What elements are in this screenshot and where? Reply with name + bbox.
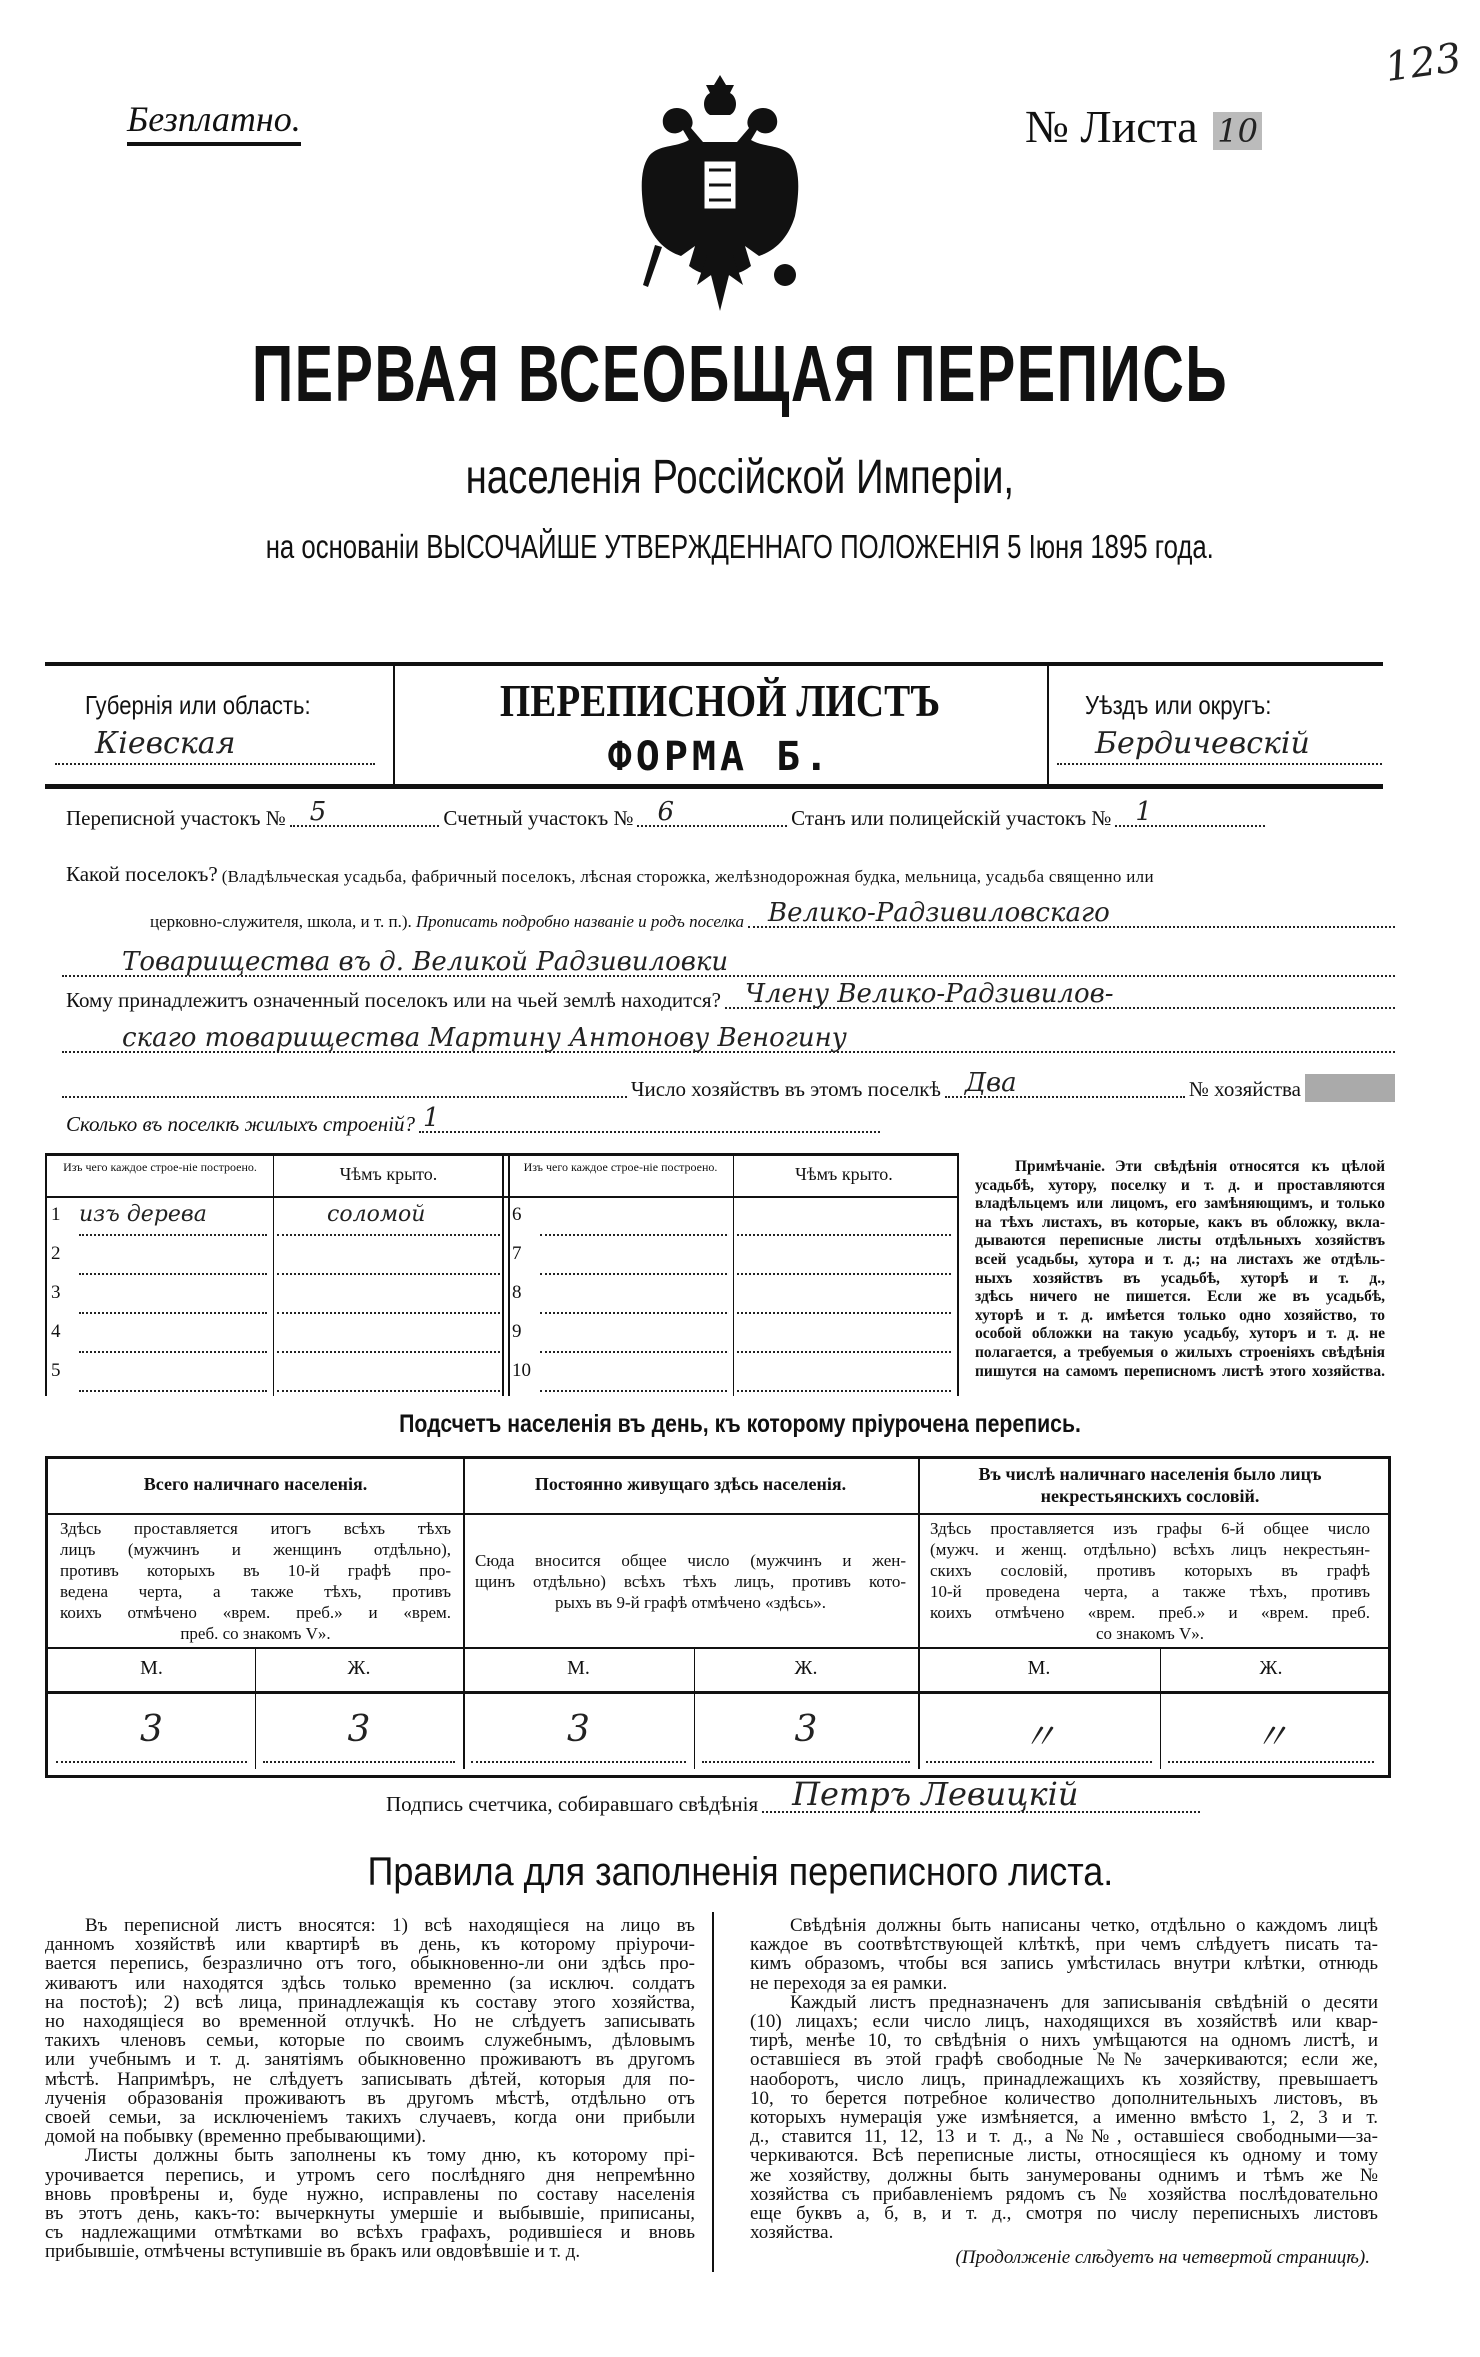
rules-line: но находящіеся во временной отлучкѣ. Но не слѣдуетъ записывать (45, 2012, 695, 2032)
population-table (45, 1456, 1391, 1778)
table-row (47, 1276, 504, 1315)
roof-cell[interactable] (277, 1241, 500, 1275)
male-count[interactable]: 3 (567, 1709, 590, 1750)
roof-cell[interactable] (737, 1202, 951, 1236)
rules-line: данномъ хозяйствѣ или квартирѣ въ день, къ которому пріурочи- (45, 1935, 695, 1955)
signature-label: Подпись счетчика, собиравшаго свѣдѣнія (386, 1792, 759, 1816)
rules-line: 10, то берется потребное количество дополнительныхъ листовъ, въ (750, 2088, 1378, 2109)
rules-line: вается перепись, безразлично отъ того, обыкновенно-ли они здѣсь про- (45, 1954, 695, 1974)
police-section-label: Станъ или полицейскій участокъ № (791, 806, 1112, 830)
material-cell[interactable] (79, 1319, 267, 1353)
row-number: 9 (512, 1321, 522, 1342)
material-cell[interactable] (540, 1202, 727, 1236)
row-number: 5 (51, 1360, 61, 1381)
owner-field-2[interactable]: скаго товарищества Мартину Антонову Веногину (62, 1050, 1395, 1053)
table-row (47, 1315, 504, 1354)
row-number: 7 (512, 1243, 522, 1264)
settlement-field-1[interactable]: Велико-Радзивиловскаго (748, 925, 1395, 928)
owner-label: Кому принадлежитъ означенный поселокъ или на чьей землѣ находится? (66, 988, 721, 1012)
rules-line: Листы должны быть заполнены къ тому дню, къ которому прі- (85, 2146, 695, 2166)
population-col-desc: Сюда вносится общее число (мужчинъ и жен- щинъ отдѣльно) всѣхъ тѣхъ лицъ, противъ кото- рыхъ въ 9-й графѣ отмѣчено «здѣсь». (475, 1550, 906, 1612)
form-box (45, 662, 1383, 789)
row-number: 3 (51, 1282, 61, 1303)
male-label: М. (140, 1657, 163, 1679)
roof-cell[interactable] (277, 1319, 500, 1353)
double-headed-eagle-icon (615, 75, 825, 315)
free-label: Безплатно. (127, 98, 301, 146)
rules-line: лученія образованія проживаютъ въ другомъ мѣстѣ, отдѣльно отъ (45, 2088, 695, 2109)
note-line: дываются переписные листы отдѣльныхъ хозяйствъ (975, 1232, 1385, 1250)
roof-cell[interactable] (737, 1319, 951, 1353)
rules-line: оставшіеся въ этой графѣ свободные №№ зачеркиваются; если же, (750, 2050, 1378, 2070)
rules-line: (10) лицахъ; если число лицъ, находящихся въ хозяйствѣ или квар- (750, 2012, 1378, 2032)
rules-right-column (750, 1916, 1378, 2268)
female-label: Ж. (347, 1657, 371, 1679)
table-row (47, 1354, 504, 1393)
rules-left-column (45, 1916, 695, 2262)
rules-line: черкиваются. Всѣ переписные листы, относящіеся къ одному и тому (750, 2146, 1378, 2166)
table-row (508, 1237, 955, 1276)
settlement-hint: (Владѣльческая усадьба, фабричный поселокъ, лѣсная сторожка, желѣзнодорожная будка, мельница, усадьба священно или (221, 867, 1154, 886)
province-label: Губернія или область: (85, 690, 311, 720)
note-line: хуторѣ и т. д. имѣется только одно хозяйство, то (975, 1306, 1385, 1324)
rules-line: же хозяйству, должны быть занумерованы однимъ и тѣмъ же № (750, 2165, 1378, 2185)
police-section-field[interactable]: 1 (1115, 824, 1265, 827)
col-header-roof: Чѣмъ крыто. (339, 1164, 438, 1184)
census-section-label: Переписной участокъ № (66, 806, 286, 830)
table-row (508, 1315, 955, 1354)
note-line: всей усадьбы, хутора и т. д.; на листахъ же отдѣль- (975, 1250, 1385, 1268)
rules-line: своей семьи, за исключеніемъ такихъ случаевъ, когда они прибыли (45, 2108, 695, 2128)
roof-cell[interactable] (737, 1358, 951, 1392)
rules-line: или учебнымъ и т. д. занятіямъ обыкновенно проживаютъ въ другомъ (45, 2050, 695, 2070)
form-name: ФОРМА Б. (607, 734, 833, 780)
note (975, 1158, 1385, 1381)
male-label: М. (567, 1657, 590, 1679)
material-cell[interactable] (79, 1358, 267, 1392)
female-label: Ж. (794, 1657, 818, 1679)
rules-line: хозяйства съ прибавленіемъ рядомъ съ № хозяйства послѣдовательно (750, 2184, 1378, 2205)
rules-line: такихъ членовъ семьи, которые по своимъ служебнымъ, дѣловымъ (45, 2031, 695, 2051)
col-header-material: Изъ чего каждое строе-ніе построено. (523, 1160, 718, 1174)
material-cell[interactable] (540, 1241, 727, 1275)
households-label: Число хозяйствъ въ этомъ поселкѣ (630, 1077, 941, 1101)
settlement-label: Какой поселокъ? (66, 862, 218, 886)
archive-number: 123 (1382, 34, 1465, 92)
table-row (508, 1198, 955, 1237)
rules-line: Свѣдѣнія должны быть написаны четко, отдѣльно о каждомъ лицѣ (790, 1916, 1378, 1936)
note-line: особой обложки на такую усадьбу, хуторъ и т. д. не (975, 1325, 1385, 1343)
note-line: усадьбѣ, хутору, поселку и т. д. и проставляются (975, 1176, 1385, 1194)
population-heading: Подсчетъ населенія въ день, къ которому пріурочена перепись. (399, 1410, 1081, 1438)
rules-line: на постоѣ); 2) всѣ лица, принадлежащія къ составу этого хозяйства, (45, 1992, 695, 2013)
rules-line: съ надлежащими отмѣтками во всѣхъ графахъ, родившіеся и вновь (45, 2223, 695, 2243)
province-value[interactable]: Кіевская (95, 726, 236, 761)
roof-cell[interactable] (277, 1358, 500, 1392)
roof-cell[interactable] (737, 1241, 951, 1275)
column-divider (712, 1912, 714, 2272)
material-cell[interactable] (540, 1280, 727, 1314)
note-line: Примѣчаніе. Эти свѣдѣнія относятся къ цѣлой (1015, 1158, 1385, 1175)
material-cell[interactable] (540, 1358, 727, 1392)
roof-cell[interactable] (737, 1280, 951, 1314)
settlement-hint-italic: Прописать подробно названіе и родъ поселка (415, 912, 744, 931)
rules-line: мѣстѣ. Напримѣръ, не слѣдуетъ записывать дѣтей, которыя для по- (45, 2069, 695, 2089)
household-no-field[interactable] (1305, 1074, 1395, 1102)
note-lead: Примѣчаніе. (1015, 1158, 1105, 1175)
buildings-label: Сколько въ поселкѣ жилыхъ строеній? (66, 1112, 415, 1136)
material-cell[interactable]: изъ дерева (79, 1202, 267, 1236)
rules-line: домой на побывку (временно пребывающими). (45, 2127, 427, 2147)
rules-title: Правила для заполненія переписного листа. (367, 1850, 1113, 1894)
note-line: здѣсь ничего не пишется. Если же въ усадьбѣ, (975, 1288, 1385, 1306)
table-row (47, 1237, 504, 1276)
row-number: 4 (51, 1321, 61, 1342)
subtitle: населенія Россійской Имперіи, (465, 451, 1015, 504)
district-value[interactable]: Бердичевскій (1095, 726, 1310, 761)
rules-line: вновь провѣрены и, буде нужно, исправлены по составу населенія (45, 2184, 695, 2205)
population-col-desc: Здѣсь проставляется изъ графы 6-й общее число (мужч. и женщ. отдѣльно) всѣхъ лицъ некрестьян- скихъ сословій, противъ которыхъ въ графѣ 10-й проведена черта, а также тѣхъ, противъ коихъ отмѣчено «врем. преб.» и «врем. преб. со знакомъ V». (930, 1519, 1370, 1643)
table-row (47, 1198, 504, 1237)
rules-line: каждое въ соотвѣтствующей клѣткѣ, при чемъ слѣдуетъ писать та- (750, 1935, 1378, 1955)
buildings-table (45, 1153, 959, 1396)
row-number: 6 (512, 1204, 522, 1225)
row-number: 10 (512, 1360, 531, 1381)
female-label: Ж. (1259, 1657, 1283, 1679)
continued-note: (Продолженіе слѣдуетъ на четвертой страницѣ). (955, 2248, 1370, 2268)
row-number: 8 (512, 1282, 522, 1303)
col-header-material: Изъ чего каждое строе-ніе построено. (63, 1160, 257, 1174)
note-line: ныхъ хозяйствъ въ усадьбѣ, хуторѣ и т. д., (975, 1269, 1385, 1287)
rules-line: Каждый листъ предназначенъ для записыванія свѣдѣній о десяти (790, 1992, 1378, 2013)
rules-line: прибывшіе, отмѣчены вступившіе въ бракъ или овдовѣвшіе и т. д. (45, 2242, 581, 2262)
material-cell[interactable] (540, 1319, 727, 1353)
population-col-desc: Здѣсь проставляется итогъ всѣхъ тѣхъ лицъ (мужчинъ и женщинъ отдѣльно), противъ которыхъ въ 10-й графѣ про- ведена черта, а также тѣхъ, противъ коихъ отмѣчено «врем. преб.» и «врем. преб. со знакомъ V». (60, 1519, 451, 1643)
rules-line: урочивается перепись, и утромъ сего послѣдняго дня непремѣнно (45, 2165, 695, 2185)
sheet-number-value: 10 (1213, 112, 1262, 150)
form-title: ПЕРЕПИСНОЙ ЛИСТЪ (499, 675, 941, 726)
rules-line: наоборотъ, число лицъ, принадлежащихъ къ хозяйству, превышаетъ (750, 2069, 1378, 2089)
rules-line: кимъ образомъ, чтобы вся запись умѣстилась внутри клѣтки, отнюдь (750, 1954, 1378, 1974)
rules-line: не переходя за ея рамки. (750, 1973, 948, 1993)
rules-line: тирѣ, менѣе 10, то свѣдѣнія о нихъ умѣщаются на одномъ листѣ, и (750, 2031, 1378, 2051)
rules-line: еще буквъ а, б, в, и т. д., смотря по числу переписныхъ листовъ (750, 2204, 1378, 2224)
male-count[interactable]: 3 (140, 1709, 163, 1750)
legal-basis: на основаніи ВЫСОЧАЙШЕ УТВЕРЖДЕННАГО ПОЛОЖЕНІЯ 5 Іюня 1895 года. (265, 528, 1215, 565)
note-line: владѣльцемъ или лицомъ, его замѣняющимъ, и только (975, 1195, 1385, 1213)
district-label: Уѣздъ или округъ: (1085, 690, 1272, 720)
page-title: ПЕРВАЯ ВСЕОБЩАЯ ПЕРЕПИСЬ (251, 329, 1229, 418)
note-line: полагается, а требуемыя о жилыхъ строеніяхъ свѣдѣнія (975, 1343, 1385, 1361)
material-cell[interactable] (79, 1280, 267, 1314)
household-no-label: № хозяйства (1188, 1077, 1301, 1101)
roof-cell[interactable] (277, 1280, 500, 1314)
rules-line: хозяйства. (750, 2223, 834, 2243)
rules-line: въ этотъ день, какъ-то: вычеркнуты умершіе и выбывшіе, приписаны, (45, 2204, 695, 2224)
sheet-number-label: № Листа (1025, 101, 1198, 152)
rules-line: которыхъ нумерація уже измѣняется, а именно вмѣсто 1, 2, 3 и т. (750, 2108, 1378, 2128)
rules-line: д., ставится 11, 12, 13 и т. д., а №№, оставшіеся свободными—за- (750, 2127, 1378, 2147)
row-number: 2 (51, 1243, 61, 1264)
households-field[interactable]: Два (945, 1095, 1185, 1098)
population-col-title: Всего наличнаго населенія. (143, 1474, 368, 1494)
sheet-number (1025, 100, 1262, 153)
population-col-title: Въ числѣ наличнаго населенія было лицъ некрестьянскихъ сословій. (978, 1464, 1322, 1506)
note-line: на тѣхъ листахъ, въ которые, какъ въ обложку, вкла- (975, 1213, 1385, 1231)
counting-section-label: Счетный участокъ № (443, 806, 634, 830)
signature-field[interactable]: Петръ Левицкій (762, 1810, 1200, 1813)
male-count[interactable]: 〃 (1020, 1717, 1057, 1758)
row-number: 1 (51, 1204, 61, 1225)
female-count[interactable]: 3 (794, 1709, 818, 1750)
table-row (508, 1354, 955, 1393)
material-cell[interactable] (79, 1241, 267, 1275)
owner-field-1[interactable]: Члену Велико-Радзивилов- (725, 1006, 1395, 1009)
roof-cell[interactable]: соломой (277, 1202, 500, 1236)
rules-line: живаютъ или находятся здѣсь только временно (за исключ. солдатъ (45, 1973, 695, 1993)
female-count[interactable]: 3 (347, 1709, 371, 1750)
owner-field-3[interactable] (62, 1095, 627, 1098)
note-line: пишутся на самомъ переписномъ листѣ этого хозяйства. (975, 1362, 1385, 1380)
col-header-roof: Чѣмъ крыто. (795, 1164, 893, 1184)
rules-line: Въ переписной листъ вносятся: 1) всѣ находящіеся на лицо въ (85, 1916, 695, 1936)
male-label: М. (1027, 1657, 1051, 1679)
table-row (508, 1276, 955, 1315)
census-section-field[interactable]: 5 (290, 824, 440, 827)
female-count[interactable]: 〃 (1252, 1717, 1289, 1758)
counting-section-field[interactable]: 6 (637, 824, 787, 827)
buildings-field[interactable]: 1 (419, 1130, 880, 1133)
settlement-field-2[interactable]: Товарищества въ д. Великой Радзивиловки (62, 974, 1395, 977)
population-col-title: Постоянно живущаго здѣсь населенія. (534, 1474, 847, 1494)
settlement-hint-cont: церковно-служителя, школа, и т. п.). (150, 912, 412, 931)
